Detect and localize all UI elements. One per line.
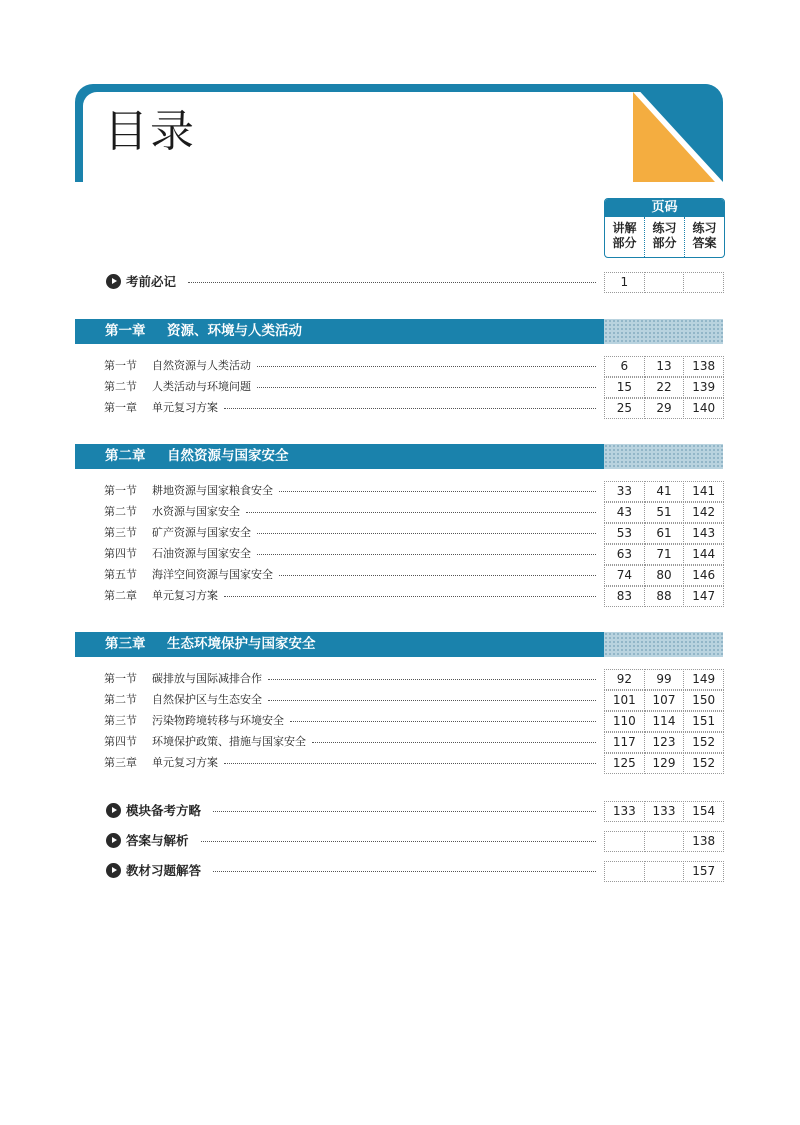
play-bullet-icon [106,803,121,818]
column-label-line: 部分 [652,236,677,250]
section-entry[interactable] [104,690,723,710]
column-label-line: 答案 [692,236,717,250]
section-title: 人类活动与环境问题 [152,380,251,393]
chapter-title-bar [75,632,604,657]
section-number: 第一节 [104,672,137,685]
lecture-page[interactable]: 6 [604,356,645,377]
dot-leader [188,282,596,283]
section-number: 第二节 [104,505,137,518]
exercise-page[interactable]: 22 [644,377,685,398]
exercise-page[interactable] [644,831,685,852]
col-lecture [605,217,644,257]
section-title: 单元复习方案 [152,756,218,769]
section-title: 环境保护政策、措施与国家安全 [152,735,306,748]
dot-leader [290,721,596,722]
chapter-bar[interactable] [75,319,723,344]
column-label-line: 部分 [612,236,637,250]
answer-page[interactable]: 152 [683,732,724,753]
dot-leader [257,387,596,388]
answer-page[interactable]: 142 [683,502,724,523]
dot-leader [201,841,596,842]
dot-leader [224,596,596,597]
section-entry[interactable] [104,565,723,585]
page-number-cells [604,801,723,821]
answer-page[interactable]: 152 [683,753,724,774]
section-number: 第二节 [104,380,137,393]
section-title: 海洋空间资源与国家安全 [152,568,273,581]
page-number-cells [604,669,723,689]
chapter-title: 生态环境保护与国家安全 [167,636,316,652]
lecture-page[interactable]: 117 [604,732,645,753]
answer-page[interactable]: 157 [683,861,724,882]
answer-page[interactable]: 143 [683,523,724,544]
dot-leader [213,811,596,812]
answer-page[interactable]: 138 [683,831,724,852]
chapter-pattern [604,319,723,344]
section-number: 第五节 [104,568,137,581]
page-number-header [604,198,725,258]
answer-page[interactable]: 138 [683,356,724,377]
exercise-page[interactable] [644,272,685,293]
dot-leader [224,763,596,764]
section-entry[interactable] [104,669,723,689]
lecture-page[interactable]: 53 [604,523,645,544]
entry-title: 考前必记 [126,274,177,289]
toc-entry[interactable] [104,830,723,852]
lecture-page[interactable] [604,861,645,882]
page-number-cells [604,356,723,376]
toc-entry[interactable] [104,271,723,293]
col-answer [684,217,724,257]
lecture-page[interactable]: 110 [604,711,645,732]
section-entry[interactable] [104,732,723,752]
section-entry[interactable] [104,356,723,376]
exercise-page[interactable]: 123 [644,732,685,753]
exercise-page[interactable]: 99 [644,669,685,690]
chapter-bar[interactable] [75,632,723,657]
page-number-cells [604,502,723,522]
exercise-page[interactable]: 29 [644,398,685,419]
dot-leader [224,408,596,409]
section-number: 第一节 [104,359,137,372]
answer-page[interactable]: 141 [683,481,724,502]
answer-page[interactable]: 150 [683,690,724,711]
page-number-cells [604,690,723,710]
page-number-cells [604,711,723,731]
lecture-page[interactable]: 83 [604,586,645,607]
exercise-page[interactable] [644,861,685,882]
section-number: 第一章 [104,401,137,414]
exercise-page[interactable]: 129 [644,753,685,774]
exercise-page[interactable]: 51 [644,502,685,523]
section-number: 第三节 [104,526,137,539]
section-title: 碳排放与国际减排合作 [152,672,262,685]
chapter-pattern [604,444,723,469]
answer-page[interactable] [683,272,724,293]
dot-leader [257,554,596,555]
section-title: 污染物跨境转移与环境安全 [152,714,284,727]
dot-leader [268,700,596,701]
exercise-page[interactable]: 114 [644,711,685,732]
section-number: 第三节 [104,714,137,727]
answer-page[interactable]: 144 [683,544,724,565]
lecture-page[interactable]: 25 [604,398,645,419]
entry-title: 模块备考方略 [126,803,202,818]
lecture-page[interactable]: 15 [604,377,645,398]
exercise-page[interactable]: 133 [644,801,685,822]
page-number-cells [604,398,723,418]
lecture-page[interactable] [604,831,645,852]
dot-leader [268,679,596,680]
chapter-pattern [604,632,723,657]
chapter-bar[interactable] [75,444,723,469]
lecture-page[interactable]: 101 [604,690,645,711]
page-number-cells [604,861,723,881]
section-entry[interactable] [104,481,723,501]
dot-leader [279,491,596,492]
page-number-cells [604,565,723,585]
section-entry[interactable] [104,711,723,731]
lecture-page[interactable]: 43 [604,502,645,523]
page-title: 目录 [104,106,196,157]
section-entry[interactable] [104,398,723,418]
section-number: 第四节 [104,735,137,748]
dot-leader [246,512,596,513]
section-entry[interactable] [104,523,723,543]
section-title: 单元复习方案 [152,589,218,602]
section-number: 第四节 [104,547,137,560]
chapter-label: 第三章 [105,636,146,652]
exercise-page[interactable]: 13 [644,356,685,377]
answer-page[interactable]: 154 [683,801,724,822]
chapter-label: 第二章 [105,448,146,464]
page-number-cells [604,753,723,773]
exercise-page[interactable]: 41 [644,481,685,502]
entry-title: 答案与解析 [126,833,189,848]
toc-entry[interactable] [104,860,723,882]
section-number: 第二节 [104,693,137,706]
section-entry[interactable] [104,502,723,522]
section-number: 第一节 [104,484,137,497]
page-number-cells [604,481,723,501]
page-number-cells [604,523,723,543]
section-title: 水资源与国家安全 [152,505,240,518]
section-entry[interactable] [104,586,723,606]
entry-title: 教材习题解答 [126,863,202,878]
section-number: 第三章 [104,756,137,769]
dot-leader [279,575,596,576]
lecture-page[interactable]: 133 [604,801,645,822]
page-number-cells [604,544,723,564]
exercise-page[interactable]: 61 [644,523,685,544]
section-title: 自然资源与人类活动 [152,359,251,372]
answer-page[interactable]: 151 [683,711,724,732]
lecture-page[interactable]: 92 [604,669,645,690]
answer-page[interactable]: 147 [683,586,724,607]
section-title: 石油资源与国家安全 [152,547,251,560]
lecture-page[interactable]: 63 [604,544,645,565]
corner-decoration-icon [633,84,723,182]
section-title: 单元复习方案 [152,401,218,414]
section-entry[interactable] [104,377,723,397]
lecture-page[interactable]: 125 [604,753,645,774]
exercise-page[interactable]: 88 [644,586,685,607]
chapter-title-bar [75,319,604,344]
section-entry[interactable] [104,544,723,564]
section-title: 自然保护区与生态安全 [152,693,262,706]
dot-leader [257,366,596,367]
chapter-title-bar [75,444,604,469]
lecture-page[interactable]: 33 [604,481,645,502]
section-entry[interactable] [104,753,723,773]
page-number-title: 页码 [605,199,724,217]
column-label-line: 练习 [652,221,677,235]
exercise-page[interactable]: 71 [644,544,685,565]
section-number: 第二章 [104,589,137,602]
dot-leader [257,533,596,534]
dot-leader [213,871,596,872]
page-number-cells [604,377,723,397]
answer-page[interactable]: 146 [683,565,724,586]
page-number-cells [604,732,723,752]
section-title: 矿产资源与国家安全 [152,526,251,539]
dot-leader [312,742,596,743]
col-exercise [644,217,684,257]
play-bullet-icon [106,833,121,848]
answer-page[interactable]: 139 [683,377,724,398]
answer-page[interactable]: 149 [683,669,724,690]
toc-entry[interactable] [104,800,723,822]
page-number-cells [604,831,723,851]
chapter-title: 自然资源与国家安全 [167,448,289,464]
exercise-page[interactable]: 107 [644,690,685,711]
chapter-title: 资源、环境与人类活动 [167,323,302,339]
chapter-label: 第一章 [105,323,146,339]
lecture-page[interactable]: 74 [604,565,645,586]
column-label-line: 练习 [692,221,717,235]
answer-page[interactable]: 140 [683,398,724,419]
column-label-line: 讲解 [612,221,637,235]
lecture-page[interactable]: 1 [604,272,645,293]
section-title: 耕地资源与国家粮食安全 [152,484,273,497]
play-bullet-icon [106,863,121,878]
page-number-cells [604,586,723,606]
exercise-page[interactable]: 80 [644,565,685,586]
page-number-cells [604,272,723,292]
play-bullet-icon [106,274,121,289]
